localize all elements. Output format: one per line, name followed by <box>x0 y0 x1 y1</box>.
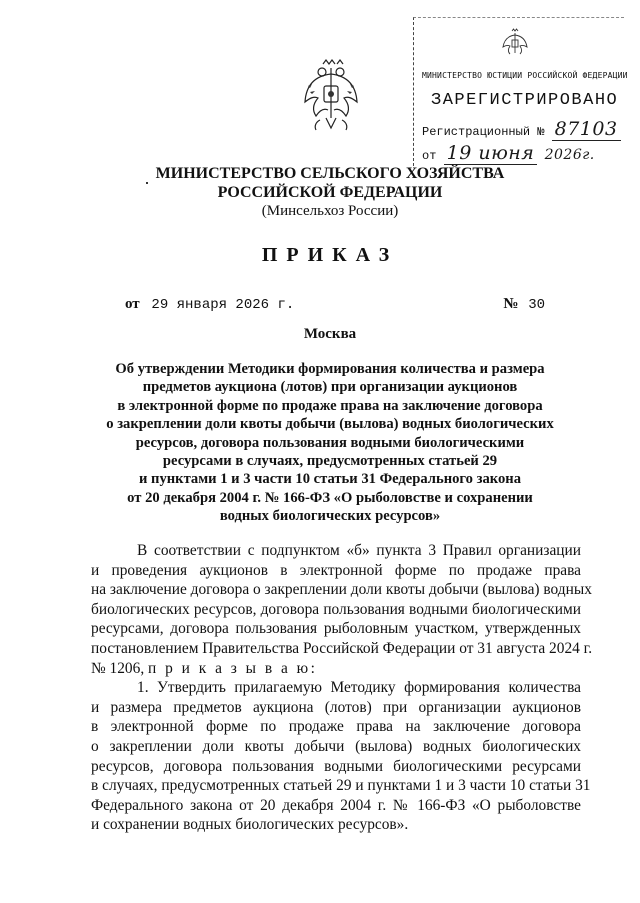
stamp-reg-number: 87103 <box>552 118 621 141</box>
order-date-row <box>125 296 545 313</box>
preamble-line: ресурсами, договора пользования рыболовным участком, утвержденных <box>91 620 581 638</box>
item1-line: и размера предметов аукциона (лотов) при организации аукционов <box>91 698 581 716</box>
ministry-name-line2: РОССИЙСКОЙ ФЕДЕРАЦИИ <box>217 184 443 201</box>
order-number-label: № <box>503 296 519 312</box>
order-number: 30 <box>528 297 545 313</box>
ministry-name <box>100 164 560 202</box>
order-word: п р и к а з ы в а ю: <box>148 659 318 677</box>
preamble-line: В соответствии с подпунктом «б» пункта 3 Правил организации <box>137 542 581 559</box>
order-subject <box>78 360 582 526</box>
stamp-organization: МИНИСТЕРСТВО ЮСТИЦИИ РОССИЙСКОЙ ФЕДЕРАЦИИ <box>422 71 628 80</box>
order-date: 29 января 2026 г. <box>151 297 295 313</box>
preamble-line: на заключение договора о закреплении доли квоты добычи (вылова) водных <box>91 581 592 599</box>
stamp-reg-label: Регистрационный № <box>422 125 545 139</box>
stamp-date-value: 19 июня <box>444 142 538 165</box>
registration-stamp <box>413 17 628 166</box>
subject-line: предметов аукциона (лотов) при организации аукционов <box>142 379 518 396</box>
item1-line: в электронной форме по продаже права на заключение договора <box>91 718 581 736</box>
stamp-date-year: 2026г. <box>544 147 595 163</box>
stamp-registered-title: ЗАРЕГИСТРИРОВАНО <box>431 91 619 110</box>
item1-line: Федерального закона от 20 декабря 2004 г. № 166-ФЗ «О рыболовстве <box>91 796 581 814</box>
item1-line: и сохранении водных биологических ресурсов». <box>91 816 409 834</box>
order-date-label: от <box>125 296 140 312</box>
preamble-last-line <box>91 659 581 679</box>
preamble-line: и проведения аукционов в электронной форме по продаже права <box>91 561 581 579</box>
subject-line: от 20 декабря 2004 г. № 166-ФЗ «О рыболовстве и сохранении <box>127 489 533 506</box>
ministry-name-line1: МИНИСТЕРСТВО СЕЛЬСКОГО ХОЗЯЙСТВА <box>155 165 505 182</box>
subject-line: в электронной форме по продаже права на заключение договора <box>117 397 543 414</box>
subject-line: ресурсами в случаях, предусмотренных статьей 29 <box>162 453 498 470</box>
subject-line: водных биологических ресурсов» <box>219 508 441 525</box>
preamble-line: постановлением Правительства Российской Федерации от 31 августа 2024 г. <box>91 639 593 657</box>
stamp-registration-line <box>422 118 622 141</box>
document-type-title: ПРИКАЗ <box>261 244 399 266</box>
item1-line: в случаях, предусмотренных статьей 29 и пунктами 1 и 3 части 10 статьи 31 <box>91 777 591 795</box>
item1-line: ресурсов, договора пользования водными биологическими ресурсами <box>91 757 581 775</box>
item1-line: 1. Утвердить прилагаемую Методику формирования количества <box>137 679 581 697</box>
coat-of-arms-emblem <box>302 58 360 132</box>
stamp-date-prefix: от <box>422 149 437 163</box>
subject-line: о закреплении доли квоты добычи (вылова) водных биологических <box>106 416 554 433</box>
order-body <box>91 541 593 835</box>
subject-line: и пунктами 1 и 3 части 10 статьи 31 Федерального закона <box>139 471 521 488</box>
ministry-short-name: (Минсельхоз России) <box>261 203 399 219</box>
item1-line: о закреплении доли квоты добычи (вылова) водных биологических <box>91 737 581 755</box>
preamble-line: биологических ресурсов, договора пользования водными биологическими <box>91 600 581 618</box>
subject-line: Об утверждении Методики формирования количества и размера <box>115 361 545 377</box>
subject-line: ресурсов, договора пользования водными биологическими <box>135 434 525 451</box>
order-number-block <box>503 296 545 313</box>
preamble-last-text: № 1206, <box>91 659 145 677</box>
order-city: Москва <box>303 326 357 342</box>
stamp-date-line <box>422 142 622 165</box>
stamp-emblem-icon <box>502 28 528 58</box>
